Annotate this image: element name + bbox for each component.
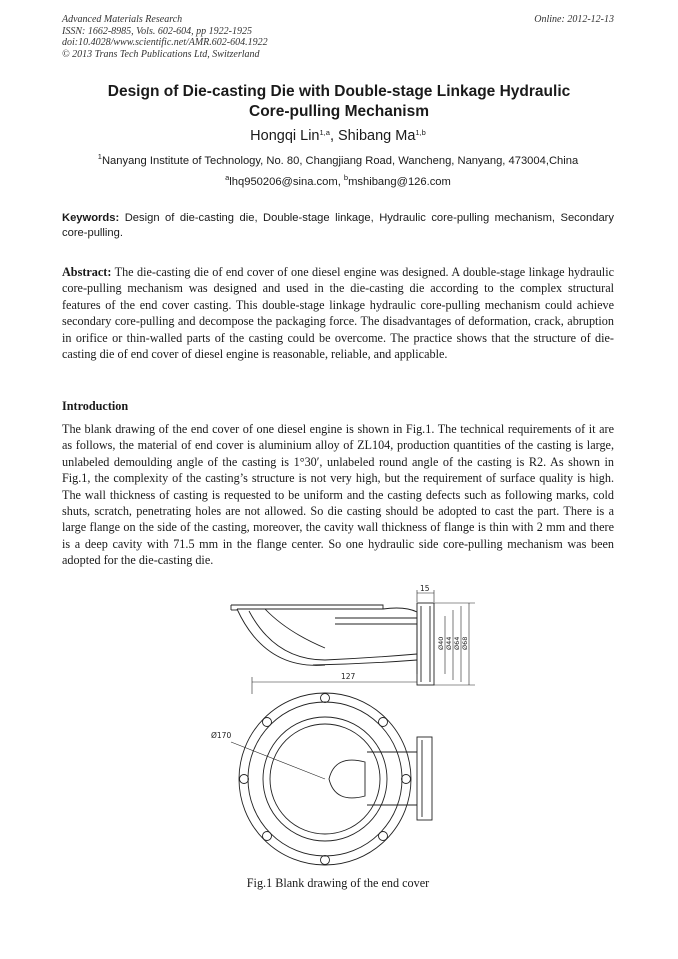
dim-44-label: Ø44 [445, 636, 453, 650]
title-line-2: Core-pulling Mechanism [249, 103, 429, 120]
introduction-body: The blank drawing of the end cover of one diesel engine is shown in Fig.1. The technical requirements of it are as follows, the material of end cover is aluminium alloy of ZL104, production quantities of the casting is large, unlabeled demoulding angle of the casting is 1°30′, unlabeled round angle of the casting is R2. As shown in Fig.1, the complexity of the casting’s structure is not very high, but the requirement of surface quality is high. The wall thickness of casting is requested to be uniform and the casting defects such as following marks, cold shuts, scratch, penetrating holes are not allowed. So die casting should be adopted to cast the part. There is a large flange on the side of the casting, moreover, the cavity wall thickness of flange is thin with 2 mm and there is a deep cavity with 71.5 mm in the flange center. So one hydraulic side core-pulling mechanism was been adopted for the die-casting die. [62, 422, 614, 568]
author-2-sup: 1,b [415, 128, 426, 137]
email-a-sup: a [225, 173, 230, 182]
email-line [62, 173, 614, 188]
email-b-sup: b [343, 173, 349, 182]
paper-title [70, 82, 608, 122]
keywords-label: Keywords: [62, 212, 120, 224]
author-1-sup: 1,a [319, 128, 330, 137]
journal-name: Advanced Materials Research [62, 14, 183, 25]
abstract-text: The die-casting die of end cover of one diesel engine was designed. A double-stage linkage hydraulic core-pulling mechanism was designed and used in the die-casting die according to the complex structural features of the end cover casting. This double-stage linkage hydraulic core-pulling mechanism could achieve secondary core-pulling and decompose the packaging force. The disadvantages of deformation, crack, abruption in orifice or thin-walled parts of the casting could be overcome. The practice shows that the structure of die-casting die of end cover of diesel engine is reasonable, reliable, and applicable. [62, 265, 614, 362]
author-separator: , [329, 128, 338, 144]
side-view [231, 603, 434, 685]
issn-line: ISSN: 1662-8985, Vols. 602-604, pp 1922-1925 [62, 25, 252, 37]
introduction-heading: Introduction [62, 399, 129, 413]
abstract [62, 264, 614, 362]
affiliation-sup: 1 [97, 152, 102, 161]
figure-caption: Fig.1 Blank drawing of the end cover [246, 876, 430, 890]
dim-15-label: 15 [420, 584, 430, 593]
doi-line: doi:10.4028/www.scientific.net/AMR.602-604.1922 [62, 37, 268, 48]
dim-127-label: 127 [341, 672, 356, 681]
email-separator: , [337, 176, 344, 188]
affiliation [62, 152, 614, 167]
affiliation-text: Nanyang Institute of Technology, No. 80, Changjiang Road, Wancheng, Nanyang, 473004,China [101, 155, 579, 167]
author-list [62, 128, 614, 144]
email-a-link[interactable]: lhq950206@sina.com [229, 176, 338, 188]
copyright-line: © 2013 Trans Tech Publications Ltd, Switzerland [62, 48, 260, 60]
author-1-name: Hongqi Lin [250, 128, 320, 144]
abstract-label: Abstract: [62, 265, 112, 279]
keywords-text: Design of die-casting die, Double-stage linkage, Hydraulic core-pulling mechanism, Secondary core-pulling. [62, 212, 614, 239]
author-2-name: Shibang Ma [338, 128, 416, 144]
dim-170-label: Ø170 [211, 731, 232, 740]
keywords [62, 211, 614, 241]
figure-1-drawing [205, 582, 475, 867]
dim-40-label: Ø40 [437, 636, 445, 650]
dim-64-label: Ø64 [453, 636, 461, 650]
dim-68-label: Ø68 [461, 636, 469, 650]
page-header [62, 14, 614, 60]
title-line-1: Design of Die-casting Die with Double-stage Linkage Hydraulic [107, 83, 571, 100]
online-date: Online: 2012-12-13 [534, 14, 614, 25]
email-b-link[interactable]: mshibang@126.com [348, 176, 451, 188]
